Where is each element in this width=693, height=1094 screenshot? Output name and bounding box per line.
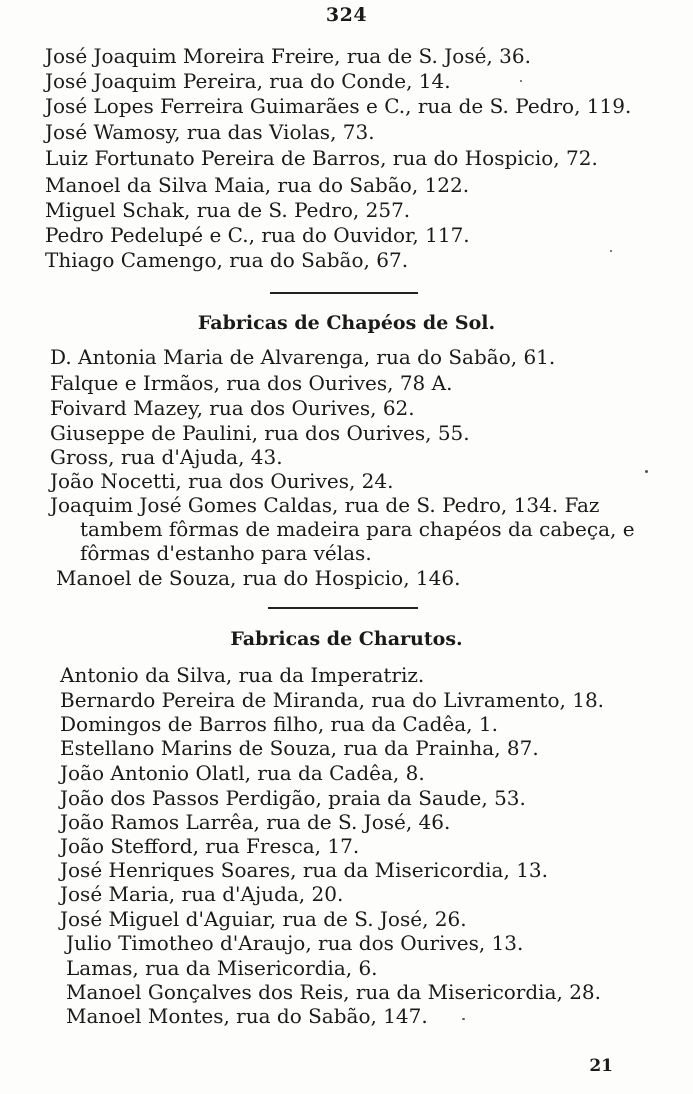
list-item: Miguel Schak, rua de S. Pedro, 257.: [45, 198, 411, 222]
list-item: Domingos de Barros filho, rua da Cadêa, 1.: [60, 712, 498, 736]
paper-speck: [610, 250, 612, 252]
list-item: João Stefford, rua Fresca, 17.: [60, 834, 360, 858]
list-item: Giuseppe de Paulini, rua dos Ourives, 55.: [50, 421, 470, 445]
list-item: José Henriques Soares, rua da Misericordia, 13.: [60, 858, 548, 882]
section-title-umbrellas: Fabricas de Chapéos de Sol.: [197, 312, 496, 334]
section-title-cigars: Fabricas de Charutos.: [230, 628, 463, 650]
list-item: Joaquim José Gomes Caldas, rua de S. Pedro, 134. Faz: [50, 493, 600, 517]
list-item: Lamas, rua da Misericordia, 6.: [66, 956, 378, 980]
list-item: Pedro Pedelupé e C., rua do Ouvidor, 117.: [45, 223, 470, 247]
list-item: Bernardo Pereira de Miranda, rua do Livramento, 18.: [60, 688, 605, 712]
list-item: José Wamosy, rua das Violas, 73.: [45, 120, 375, 144]
list-item: Foivard Mazey, rua dos Ourives, 62.: [50, 396, 415, 420]
list-item: Manoel Montes, rua do Sabão, 147.: [66, 1004, 428, 1028]
paper-speck: [520, 80, 522, 82]
list-item: José Miguel d'Aguiar, rua de S. José, 26.: [60, 907, 467, 931]
list-item: Estellano Marins de Souza, rua da Prainha, 87.: [60, 736, 539, 760]
list-item: Manoel da Silva Maia, rua do Sabão, 122.: [45, 173, 470, 197]
paper-speck: [462, 1018, 465, 1020]
list-item: Manoel de Souza, rua do Hospicio, 146.: [56, 566, 461, 590]
list-item: Antonio da Silva, rua da Imperatriz.: [60, 663, 425, 687]
list-item: D. Antonia Maria de Alvarenga, rua do Sabão, 61.: [50, 345, 556, 369]
list-item: José Lopes Ferreira Guimarães e C., rua de S. Pedro, 119.: [45, 94, 632, 118]
list-item: João dos Passos Perdigão, praia da Saude, 53.: [60, 786, 526, 810]
list-item: João Nocetti, rua dos Ourives, 24.: [50, 469, 394, 493]
list-item: Thiago Camengo, rua do Sabão, 67.: [45, 248, 409, 272]
list-item: Gross, rua d'Ajuda, 43.: [50, 445, 283, 469]
list-item: João Antonio Olatl, rua da Cadêa, 8.: [60, 761, 425, 785]
list-item: José Joaquim Pereira, rua do Conde, 14.: [45, 69, 451, 93]
list-item: tambem fôrmas de madeira para chapéos da cabeça, e: [80, 517, 635, 541]
section-divider: [268, 607, 418, 609]
section-divider: [270, 292, 418, 294]
list-item: José Joaquim Moreira Freire, rua de S. José, 36.: [45, 44, 531, 68]
paper-speck: [645, 470, 648, 473]
signature-mark: 21: [589, 1056, 613, 1076]
page-number: 324: [325, 4, 368, 26]
list-item: fôrmas d'estanho para vélas.: [80, 541, 372, 565]
list-item: Luiz Fortunato Pereira de Barros, rua do Hospicio, 72.: [45, 146, 598, 170]
list-item: José Maria, rua d'Ajuda, 20.: [60, 882, 344, 906]
list-item: João Ramos Larrêa, rua de S. José, 46.: [60, 810, 451, 834]
list-item: Falque e Irmãos, rua dos Ourives, 78 A.: [50, 371, 453, 395]
list-item: Manoel Gonçalves dos Reis, rua da Misericordia, 28.: [66, 980, 602, 1004]
list-item: Julio Timotheo d'Araujo, rua dos Ourives, 13.: [66, 931, 524, 955]
